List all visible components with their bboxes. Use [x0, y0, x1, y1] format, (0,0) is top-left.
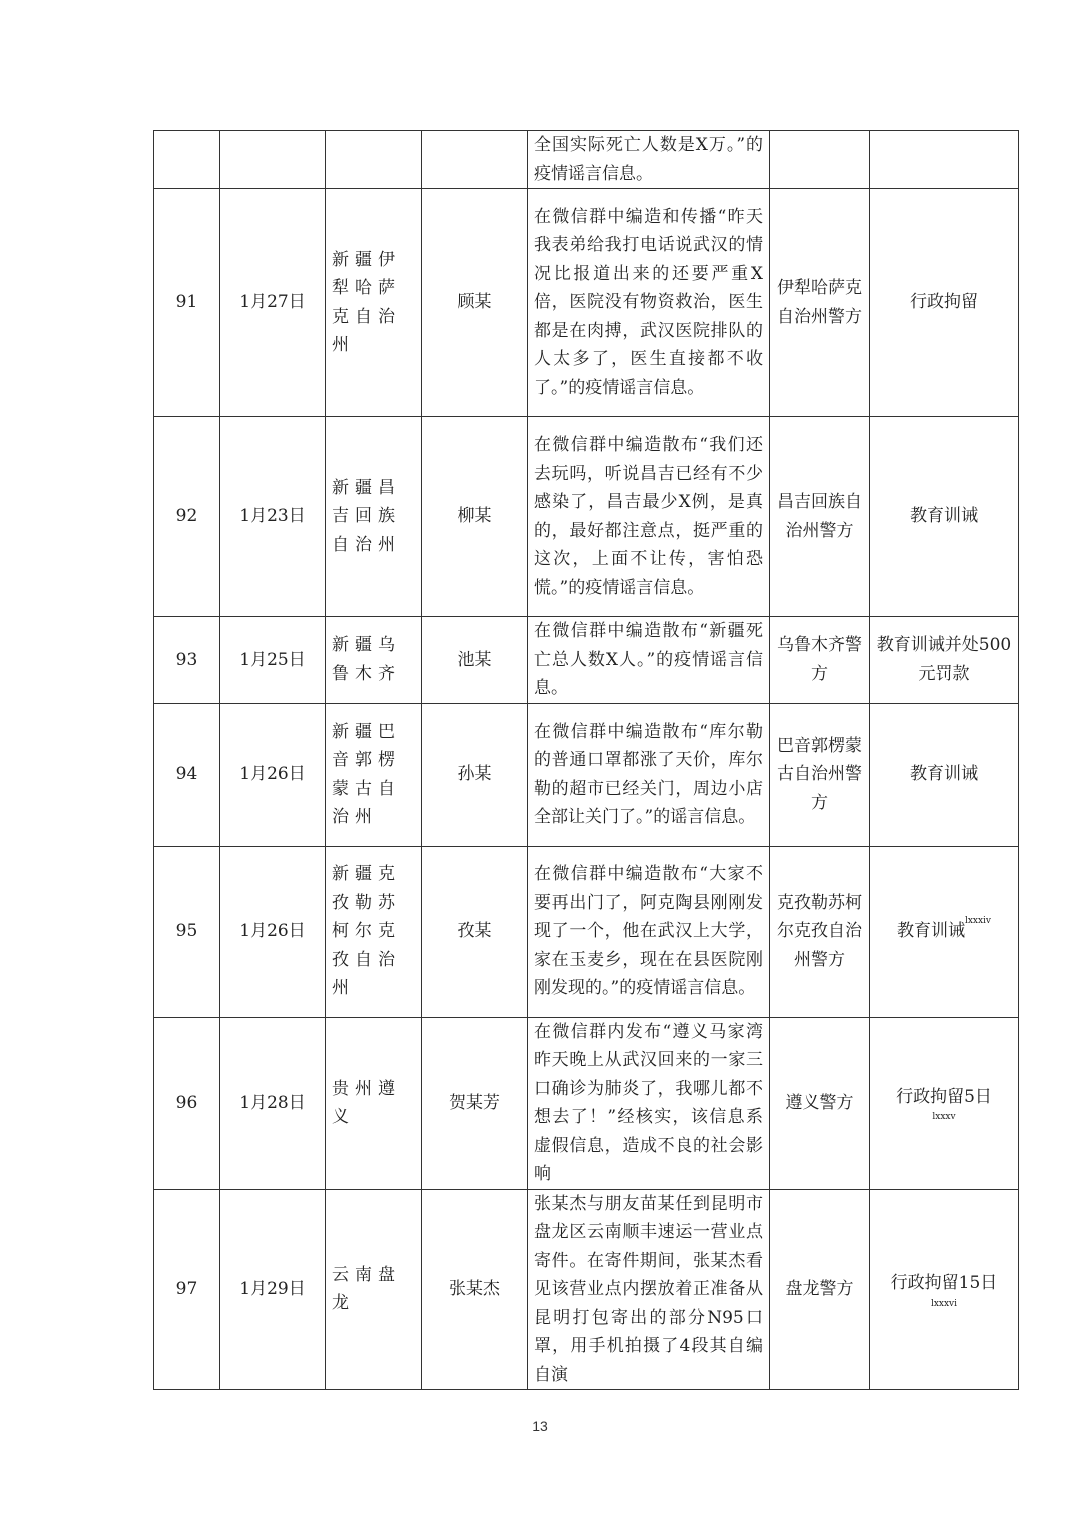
row-person — [422, 131, 528, 189]
row-content: 张某杰与朋友苗某任到昆明市盘龙区云南顺丰速运一营业点寄件。在寄件期间，张某杰看见该营业点内摆放着正准备从昆明打包寄出的部分N95口罩，用手机拍摄了4段其自编自演 — [528, 1189, 770, 1390]
footnote-marker: lxxxiv — [964, 916, 992, 927]
row-police: 盘龙警方 — [770, 1189, 870, 1390]
page-number: 13 — [532, 1418, 548, 1434]
result-text: 教育训诫 — [910, 764, 978, 785]
row-number — [154, 131, 220, 189]
row-content: 全国实际死亡人数是X万。”的疫情谣言信息。 — [528, 131, 770, 189]
table-row — [154, 1017, 1019, 1189]
result-text: 教育训诫 — [896, 921, 965, 942]
row-region: 新疆巴音郭楞蒙古自治州 — [326, 703, 422, 846]
row-police: 伊犁哈萨克自治州警方 — [770, 189, 870, 417]
row-number: 95 — [154, 846, 220, 1017]
row-number: 96 — [154, 1017, 220, 1189]
row-police — [770, 131, 870, 189]
result-text: 行政拘留15日 — [890, 1273, 998, 1293]
row-content: 在微信群中编造散布“库尔勒的普通口罩都涨了天价，库尔勒的超市已经关门，周边小店全部让关门了。”的谣言信息。 — [528, 703, 770, 846]
row-region: 新疆乌鲁木齐 — [326, 617, 422, 704]
row-police: 遵义警方 — [770, 1017, 870, 1189]
row-region: 新疆克孜勒苏柯尔克孜自治州 — [326, 846, 422, 1017]
row-police: 昌吉回族自治州警方 — [770, 417, 870, 617]
row-person: 贺某芳 — [422, 1017, 528, 1189]
row-content: 在微信群中编造散布“大家不要再出门了，阿克陶县刚刚发现了一个，他在武汉上大学，家在玉麦乡，现在在县医院刚刚发现的。”的疫情谣言信息。 — [528, 846, 770, 1017]
row-date: 1月26日 — [220, 703, 326, 846]
row-region: 云南盘龙 — [326, 1189, 422, 1390]
table-row — [154, 131, 1019, 189]
row-person: 张某杰 — [422, 1189, 528, 1390]
table-row — [154, 1189, 1019, 1390]
row-person: 顾某 — [422, 189, 528, 417]
result-text: 行政拘留 — [910, 292, 978, 313]
row-region: 新疆昌吉回族自治州 — [326, 417, 422, 617]
table-row — [154, 417, 1019, 617]
row-date: 1月28日 — [220, 1017, 326, 1189]
row-content: 在微信群内发布“遵义马家湾昨天晚上从武汉回来的一家三口确诊为肺炎了，我哪儿都不想去了！”经核实，该信息系虚假信息，造成不良的社会影响 — [528, 1017, 770, 1189]
row-region — [326, 131, 422, 189]
row-content: 在微信群中编造散布“我们还去玩吗，听说昌吉已经有不少感染了，昌吉最少X例，是真的，最好都注意点，挺严重的这次，上面不让传，害怕恐慌。”的疫情谣言信息。 — [528, 417, 770, 617]
row-date: 1月25日 — [220, 617, 326, 704]
table-row — [154, 617, 1019, 704]
row-date: 1月29日 — [220, 1189, 326, 1390]
row-number: 93 — [154, 617, 220, 704]
row-number: 94 — [154, 703, 220, 846]
row-number: 92 — [154, 417, 220, 617]
row-result — [870, 417, 1019, 617]
row-result — [870, 617, 1019, 704]
table-row — [154, 189, 1019, 417]
row-police: 克孜勒苏柯尔克孜自治州警方 — [770, 846, 870, 1017]
row-date — [220, 131, 326, 189]
incident-table — [153, 130, 1019, 1390]
result-text: 教育训诫并处500元罚款 — [876, 635, 1012, 684]
row-content: 在微信群中编造和传播“昨天我表弟给我打电话说武汉的情况比报道出来的还要严重X倍，医院没有物资救治，医生都是在肉搏，武汉医院排队的人太多了，医生直接都不收了。”的疫情谣言信息。 — [528, 189, 770, 417]
row-date: 1月26日 — [220, 846, 326, 1017]
row-number: 91 — [154, 189, 220, 417]
row-police: 乌鲁木齐警方 — [770, 617, 870, 704]
row-person: 池某 — [422, 617, 528, 704]
row-result — [870, 703, 1019, 846]
row-region: 新疆伊犁哈萨克自治州 — [326, 189, 422, 417]
row-result — [870, 189, 1019, 417]
row-region: 贵州遵义 — [326, 1017, 422, 1189]
footnote-marker: lxxxvi — [930, 1298, 958, 1309]
row-content: 在微信群中编造散布“新疆死亡总人数X人。”的疫情谣言信息。 — [528, 617, 770, 704]
row-person: 孜某 — [422, 846, 528, 1017]
row-number: 97 — [154, 1189, 220, 1390]
row-result — [870, 1017, 1019, 1189]
result-text: 行政拘留5日 — [896, 1086, 992, 1107]
row-date: 1月27日 — [220, 189, 326, 417]
row-result — [870, 131, 1019, 189]
row-result — [870, 846, 1019, 1017]
row-police: 巴音郭楞蒙古自治州警方 — [770, 703, 870, 846]
row-date: 1月23日 — [220, 417, 326, 617]
row-result — [870, 1189, 1019, 1390]
table-row — [154, 703, 1019, 846]
footnote-marker: lxxxv — [932, 1112, 956, 1123]
table-row — [154, 846, 1019, 1017]
result-text: 教育训诫 — [910, 506, 978, 527]
row-person: 孙某 — [422, 703, 528, 846]
row-person: 柳某 — [422, 417, 528, 617]
